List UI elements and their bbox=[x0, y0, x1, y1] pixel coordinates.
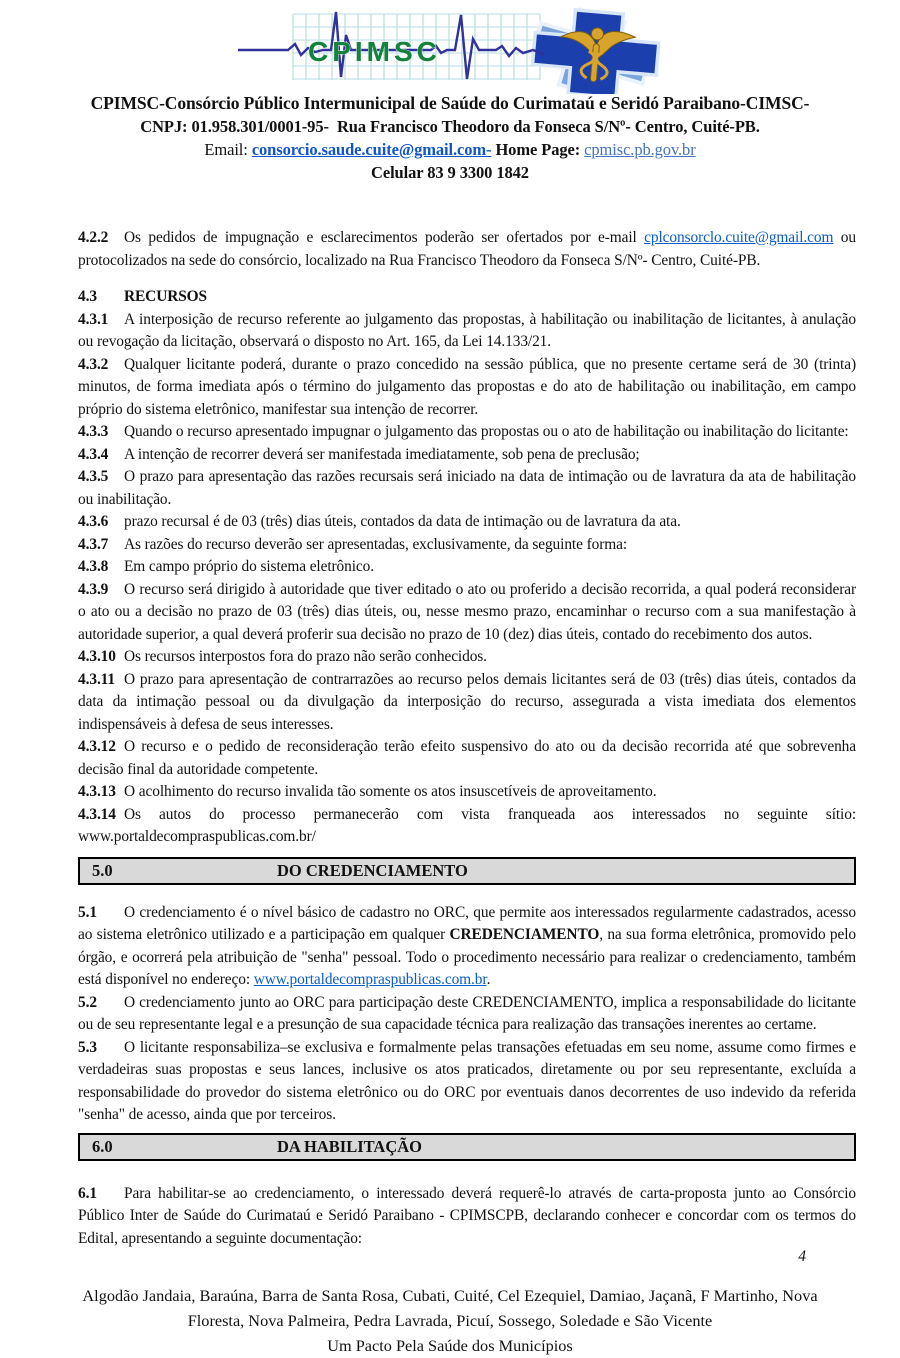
clause-text: As razões do recurso deverão ser apresentadas, exclusivamente, da seguinte forma: bbox=[124, 535, 628, 553]
clause-text: O recurso e o pedido de reconsideração terão efeito suspensivo do ato ou da decisão recorrida até que sobrevenha decisão final da autoridade competente. bbox=[78, 738, 856, 778]
section-title: DO CREDENCIAMENTO bbox=[277, 860, 468, 880]
header-phone: Celular 83 9 3300 1842 bbox=[371, 163, 529, 182]
clause-5-2 bbox=[78, 992, 856, 1037]
clause-text: , na sua forma eletrônica, promovido pelo órgão, e ocorrerá pela atribuição de "senha" pessoal. Todo o procedimento necessário para realizar o credenciamento, também está disponível no endereço: bbox=[78, 926, 857, 988]
clause-4-3-12 bbox=[78, 736, 856, 781]
clause-4-3-14-url bbox=[78, 826, 856, 849]
clause-text: Em campo próprio do sistema eletrônico. bbox=[124, 558, 374, 575]
clause-number: 4.3.3 bbox=[78, 423, 109, 440]
heading-text: RECURSOS bbox=[124, 288, 208, 305]
clause-4-3-2 bbox=[78, 354, 856, 422]
homepage-label: Home Page: bbox=[495, 140, 581, 159]
header-contact-line bbox=[0, 138, 900, 161]
cpimsc-logo-icon bbox=[238, 6, 668, 94]
clause-number: 4.3.4 bbox=[78, 445, 109, 463]
section-title: DA HABILITAÇÃO bbox=[277, 1136, 423, 1156]
clause-number: 5.1 bbox=[78, 903, 97, 921]
clause-number: 4.3.13 bbox=[78, 783, 116, 800]
document-body bbox=[78, 184, 856, 1267]
clause-number: 4.2.2 bbox=[78, 229, 109, 246]
clause-5-1 bbox=[78, 902, 856, 992]
clause-text: Para habilitar-se ao credenciamento, o interessado deverá requerê-lo através de carta-proposta junto ao Consórcio Público Inter de Saúde do Curimataú e Seridó Paraibano - CPIMSCPB, declarando conhecer e concordar com os termos do Edital, apresentando a seguinte documentação: bbox=[78, 1184, 856, 1247]
clause-text: O recurso será dirigido à autoridade que tiver editado o ato ou proferido a decisão recorrida, a qual poderá reconsiderar o ato ou a decisão no prazo de 03 (três) dias úteis, ou, nesse mesmo prazo, encaminhar o recurso com a sua manifestação à autoridade superior, a qual deverá proferir sua decisão no prazo de 10 (dez) dias úteis, contado do recebimento dos autos. bbox=[78, 580, 856, 643]
clause-4-3-14 bbox=[78, 804, 856, 827]
clause-text: ou protocolizados na sede do consórcio, localizado na Rua Francisco Theodoro da Fonseca S/Nº- Centro, Cuité-PB. bbox=[78, 229, 856, 269]
header-org-name: CPIMSC-Consórcio Público Intermunicipal de Saúde do Curimataú e Seridó Paraibano-CIMSC- bbox=[90, 93, 810, 113]
clause-number: 4.3.10 bbox=[78, 648, 116, 665]
heading-recursos bbox=[78, 286, 856, 309]
clause-number: 5.3 bbox=[78, 1038, 97, 1056]
clause-text: Os autos do processo permanecerão com vista franqueada aos interessados no seguinte sítio: bbox=[124, 805, 856, 823]
clause-number: 4.3.12 bbox=[78, 738, 116, 755]
address-text: Rua Francisco Theodoro da Fonseca S/Nº- Centro, Cuité-PB. bbox=[336, 117, 760, 136]
clause-number: 4.3.11 bbox=[78, 670, 116, 688]
clause-number: 4.3.7 bbox=[78, 535, 109, 553]
clause-text: Qualquer licitante poderá, durante o prazo concedido na sessão pública, que no presente certame será de 30 (trinta) minutos, de forma imediata após o término do julgamento das propostas e do ato de habilitação ou inabilitação, em campo próprio do sistema eletrônico, manifestar sua intenção de recorrer. bbox=[78, 355, 856, 418]
clause-text: A interposição de recurso referente ao julgamento das propostas, à habilitação ou inabilitação de licitantes, à anulação ou revogação da licitação, observará o disposto no Art. 165, da Lei 14.133/21. bbox=[78, 310, 856, 350]
clause-text: prazo recursal é de 03 (três) dias úteis, contados da data de intimação ou de lavratura da ata. bbox=[124, 513, 681, 530]
header-cnpj-address bbox=[0, 115, 900, 138]
clause-number: 4.3.14 bbox=[78, 805, 116, 823]
clause-number: 4.3 bbox=[78, 288, 97, 305]
clause-text: O acolhimento do recurso invalida tão somente os atos insuscetíveis de aproveitamento. bbox=[124, 783, 657, 800]
clause-number: 6.1 bbox=[78, 1184, 97, 1202]
page-number: 4 bbox=[798, 1248, 806, 1265]
clause-number: 4.3.9 bbox=[78, 580, 109, 598]
clause-4-3-7 bbox=[78, 534, 856, 557]
clause-number: 5.2 bbox=[78, 993, 97, 1011]
clause-4-3-3 bbox=[78, 421, 856, 444]
clause-4-3-1 bbox=[78, 309, 856, 354]
clause-5-3 bbox=[78, 1037, 856, 1127]
impugnacao-email-link[interactable]: cplconsorclo.cuite@gmail.com bbox=[644, 229, 834, 246]
clause-text: O licitante responsabiliza–se exclusiva e formalmente pelas transações efetuadas em seu nome, assume como firmes e verdadeiras suas propostas e seus lances, inclusive os atos praticados, diretamente ou por seu representante, excluída a responsabilidade do provedor do sistema eletrônico ou do ORC por eventuais danos decorrentes de uso indevido da referida "senha" de acesso, ainda que por terceiros. bbox=[78, 1038, 856, 1123]
header-logo bbox=[0, 0, 900, 92]
header-email-link[interactable]: consorcio.saude.cuite@gmail.com- bbox=[251, 140, 492, 159]
clause-4-3-5 bbox=[78, 466, 856, 511]
clause-text: . bbox=[486, 971, 491, 988]
portal-link[interactable]: www.portaldecompraspublicas.com.br bbox=[253, 971, 487, 988]
clause-4-3-9 bbox=[78, 579, 856, 647]
section-number: 6.0 bbox=[92, 1136, 113, 1156]
clause-number: 4.3.5 bbox=[78, 468, 109, 485]
clause-4-3-10 bbox=[78, 646, 856, 669]
clause-text: O prazo para apresentação de contrarrazões ao recurso pelos demais licitantes será de 03 (três) dias úteis, contados da data da intimação pessoal ou da divulgação da interposição do recurso, assegurada a vista imediata dos elementos indispensáveis à defesa de seus interesses. bbox=[78, 670, 856, 733]
clause-4-2-2 bbox=[78, 227, 856, 272]
clause-number: 4.3.1 bbox=[78, 310, 109, 328]
clause-text: O credenciamento é o nível básico de cadastro no ORC, que permite aos interessados regularmente cadastrados, acesso ao sistema eletrônico utilizado e a participação em qualquer bbox=[78, 903, 856, 943]
section-header-6-0 bbox=[78, 1133, 856, 1161]
clause-4-3-6 bbox=[78, 511, 856, 534]
clause-6-1 bbox=[78, 1183, 856, 1251]
clause-4-3-8 bbox=[78, 556, 856, 579]
logo-cross-icon bbox=[526, 6, 661, 94]
clause-text: O credenciamento junto ao ORC para participação deste CREDENCIAMENTO, implica a responsabilidade do licitante ou de seu representante legal e a presunção de sua capacidade técnica para realização das transações inerentes ao certame. bbox=[78, 993, 856, 1033]
clause-text: O prazo para apresentação das razões recursais será iniciado na data de intimação ou de lavratura da ata de habilitação ou inabilitação. bbox=[78, 468, 856, 508]
header-homepage-link[interactable]: cpmisc.pb.gov.br bbox=[584, 140, 696, 159]
credenciamento-bold: CREDENCIAMENTO bbox=[449, 926, 600, 943]
page-footer bbox=[0, 1283, 900, 1358]
clause-text: A intenção de recorrer deverá ser manifestada imediatamente, sob pena de preclusão; bbox=[124, 445, 640, 463]
footer-municipalities-line1: Algodão Jandaia, Baraúna, Barra de Santa Rosa, Cubati, Cuité, Cel Ezequiel, Damiao, Jaçanã, F Martinho, Nova bbox=[82, 1285, 818, 1305]
cnpj-text: CNPJ: 01.958.301/0001-95- bbox=[140, 117, 329, 136]
logo-wordmark: CPIMSC bbox=[308, 36, 441, 67]
clause-4-3-11 bbox=[78, 669, 856, 737]
footer-municipalities-line2: Floresta, Nova Palmeira, Pedra Lavrada, Picuí, Sossego, Soledade e São Vicente bbox=[187, 1310, 713, 1330]
section-number: 5.0 bbox=[92, 860, 113, 880]
clause-number: 4.3.8 bbox=[78, 558, 109, 575]
clause-text: Os recursos interpostos fora do prazo não serão conhecidos. bbox=[124, 648, 487, 665]
email-label: Email: bbox=[204, 140, 248, 159]
clause-4-3-13 bbox=[78, 781, 856, 804]
section-header-5-0 bbox=[78, 857, 856, 885]
clause-4-3-4 bbox=[78, 444, 856, 467]
footer-motto: Um Pacto Pela Saúde dos Municípios bbox=[327, 1335, 573, 1355]
clause-text: Quando o recurso apresentado impugnar o julgamento das propostas ou o ato de habilitação ou inabilitação do licitante: bbox=[124, 423, 849, 440]
portal-url-text: www.portaldecompraspublicas.com.br/ bbox=[78, 828, 316, 845]
clause-number: 4.3.2 bbox=[78, 355, 109, 373]
clause-text: Os pedidos de impugnação e esclarecimentos poderão ser ofertados por e-mail bbox=[124, 229, 645, 246]
clause-number: 4.3.6 bbox=[78, 513, 109, 530]
